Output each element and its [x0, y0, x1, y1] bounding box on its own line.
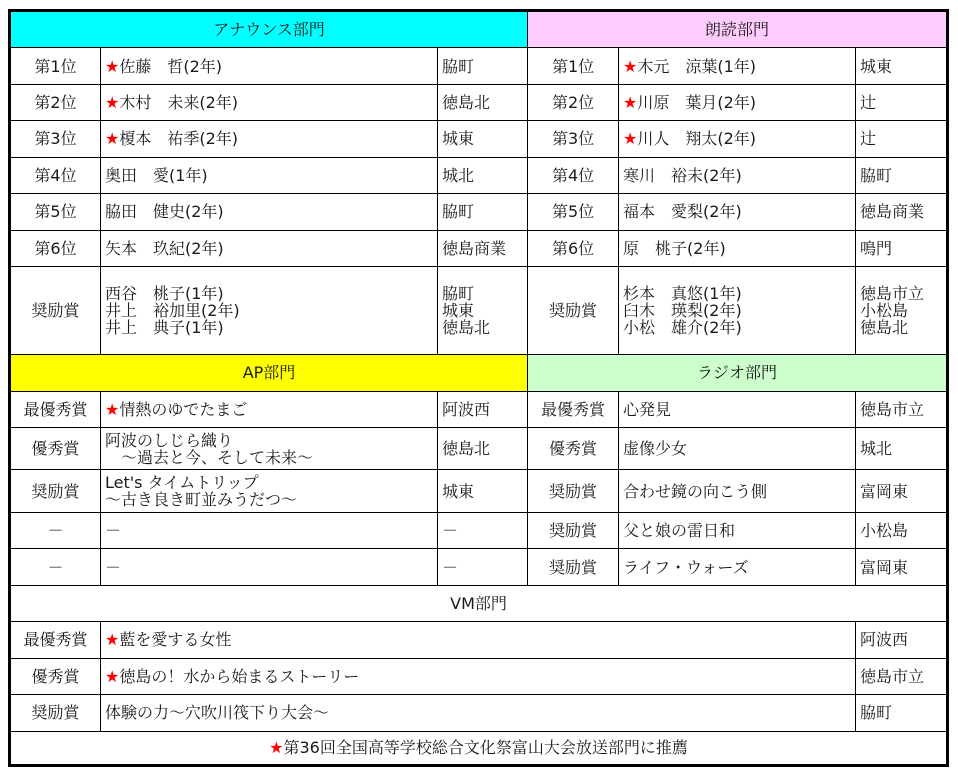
- star-icon: ★: [105, 56, 120, 76]
- reading-encourage-school: 徳島北: [860, 318, 909, 338]
- star-icon: ★: [105, 129, 120, 149]
- announce-name-text: 脇田 健史(2年): [105, 202, 224, 222]
- announce-name: [101, 194, 438, 230]
- announce-name: [101, 84, 438, 120]
- reading-school: 城東: [856, 48, 948, 84]
- vm-title: [101, 695, 856, 731]
- ap-school: －: [438, 512, 528, 548]
- radio-school: 城北: [856, 427, 948, 470]
- announce-rank: 第5位: [10, 194, 101, 230]
- announce-encourage-names: [101, 267, 438, 355]
- radio-section-title: ラジオ部門: [528, 355, 948, 391]
- announce-encourage-name: 井上 裕加里(2年): [105, 301, 240, 321]
- announce-name-text: 奥田 愛(1年): [105, 165, 208, 185]
- ap-radio-row: [10, 470, 948, 513]
- vm-rows: [10, 622, 948, 731]
- ap-title: [101, 470, 438, 513]
- announce-rank: 第2位: [10, 84, 101, 120]
- reading-school: 辻: [856, 84, 948, 120]
- vm-school: 脇町: [856, 695, 948, 731]
- reading-rank: 第3位: [528, 121, 619, 157]
- announce-name: [101, 48, 438, 84]
- star-icon: ★: [269, 738, 284, 758]
- reading-encourage-names: [619, 267, 856, 355]
- star-icon: ★: [105, 93, 120, 113]
- ap-rank: －: [10, 549, 101, 585]
- reading-encourage-name: 杉本 真悠(1年): [623, 284, 742, 304]
- radio-school: 富岡東: [856, 470, 948, 513]
- ap-radio-rows: [10, 391, 948, 585]
- announce-school: 脇町: [438, 194, 528, 230]
- announce-school: 徳島北: [438, 84, 528, 120]
- ap-title-text: 阿波のしじら織り: [105, 430, 234, 450]
- reading-name-text: 福本 愛梨(2年): [623, 202, 742, 222]
- vm-school: 阿波西: [856, 622, 948, 658]
- ranking-row: [10, 230, 948, 266]
- star-icon: ★: [105, 399, 120, 419]
- reading-name-text: 寒川 裕未(2年): [623, 165, 742, 185]
- announce-rank: 第1位: [10, 48, 101, 84]
- reading-rank: 第5位: [528, 194, 619, 230]
- reading-rank: 第6位: [528, 230, 619, 266]
- reading-name: [619, 194, 856, 230]
- ap-rank: 優秀賞: [10, 427, 101, 470]
- reading-encourage-name: 小松 雄介(2年): [623, 318, 742, 338]
- radio-rank: 最優秀賞: [528, 391, 619, 427]
- ap-rank: 最優秀賞: [10, 391, 101, 427]
- reading-encourage-school: 徳島市立: [860, 284, 925, 304]
- reading-encourage-name: 臼木 瑛梨(2年): [623, 301, 742, 321]
- vm-rank: 奨励賞: [10, 695, 101, 731]
- vm-section-title: VM部門: [10, 585, 948, 621]
- reading-rank: 第4位: [528, 157, 619, 193]
- ap-radio-row: [10, 427, 948, 470]
- ap-radio-row: [10, 549, 948, 585]
- announce-encourage-name: 西谷 桃子(1年): [105, 284, 224, 304]
- radio-school: 小松島: [856, 512, 948, 548]
- star-icon: ★: [623, 56, 638, 76]
- announce-name: [101, 121, 438, 157]
- announce-section-title: アナウンス部門: [10, 11, 528, 48]
- announce-name-text: 木村 未来(2年): [119, 93, 239, 113]
- announce-name-text: 榎本 祐季(2年): [119, 129, 239, 149]
- ranking-row: [10, 194, 948, 230]
- radio-title: 心発見: [619, 391, 856, 427]
- ap-title: [101, 549, 438, 585]
- radio-rank: 奨励賞: [528, 549, 619, 585]
- reading-school: 辻: [856, 121, 948, 157]
- reading-name: [619, 157, 856, 193]
- star-icon: ★: [623, 129, 638, 149]
- radio-title: 合わせ鏡の向こう側: [619, 470, 856, 513]
- vm-school: 徳島市立: [856, 658, 948, 694]
- ap-school: 阿波西: [438, 391, 528, 427]
- reading-encourage-rank: 奨励賞: [528, 267, 619, 355]
- reading-name-text: 木元 涼葉(1年): [637, 56, 757, 76]
- announce-encourage-name: 井上 典子(1年): [105, 318, 224, 338]
- ap-title-text: 情熱のゆでたまご: [119, 399, 248, 419]
- ap-title-text: ～古き良き町並みうだつ～: [105, 490, 298, 510]
- reading-encourage-school: 小松島: [860, 301, 909, 321]
- ranking-row: [10, 48, 948, 84]
- announce-encourage-school: 徳島北: [442, 318, 491, 338]
- reading-school: 脇町: [856, 157, 948, 193]
- radio-rank: 奨励賞: [528, 470, 619, 513]
- reading-school: 徳島商業: [856, 194, 948, 230]
- reading-rank: 第1位: [528, 48, 619, 84]
- vm-title: [101, 622, 856, 658]
- vm-row: [10, 658, 948, 694]
- announce-name-text: 矢本 玖紀(2年): [105, 238, 224, 258]
- reading-rank: 第2位: [528, 84, 619, 120]
- announce-encourage-school: 城東: [442, 301, 475, 321]
- results-table: [8, 9, 949, 767]
- vm-title-text: 藍を愛する女性: [119, 630, 232, 650]
- announce-school: 城北: [438, 157, 528, 193]
- ap-school: －: [438, 549, 528, 585]
- star-icon: ★: [623, 93, 638, 113]
- vm-title-text: 体験の力～穴吹川筏下り大会～: [105, 703, 330, 723]
- vm-row: [10, 695, 948, 731]
- reading-name: [619, 230, 856, 266]
- announce-name-text: 佐藤 哲(2年): [119, 56, 223, 76]
- vm-rank: 最優秀賞: [10, 622, 101, 658]
- ranking-row: [10, 121, 948, 157]
- announce-rank: 第6位: [10, 230, 101, 266]
- vm-title-text: 徳島の！水から始まるストーリー: [119, 666, 360, 686]
- ap-radio-row: [10, 512, 948, 548]
- radio-title: ライフ・ウォーズ: [619, 549, 856, 585]
- vm-rank: 優秀賞: [10, 658, 101, 694]
- radio-rank: 奨励賞: [528, 512, 619, 548]
- reading-name: [619, 121, 856, 157]
- ap-rank: 奨励賞: [10, 470, 101, 513]
- ap-title: [101, 512, 438, 548]
- ap-section-title: AP部門: [10, 355, 528, 391]
- reading-name-text: 川原 葉月(2年): [637, 93, 757, 113]
- radio-title: 父と娘の雷日和: [619, 512, 856, 548]
- radio-school: 富岡東: [856, 549, 948, 585]
- footer-text: 第36回全国高等学校総合文化祭富山大会放送部門に推薦: [283, 738, 688, 758]
- ranking-rows: [10, 48, 948, 267]
- footer-note: [10, 731, 948, 765]
- vm-title: [101, 658, 856, 694]
- announce-school: 脇町: [438, 48, 528, 84]
- radio-title: 虚像少女: [619, 427, 856, 470]
- ap-title-text: －: [105, 557, 122, 577]
- reading-name: [619, 48, 856, 84]
- announce-encourage-schools: [438, 267, 528, 355]
- ap-radio-row: [10, 391, 948, 427]
- ap-title-text: －: [105, 521, 122, 541]
- ranking-row: [10, 157, 948, 193]
- ap-title-text: ～過去と今、そして未来～: [105, 447, 314, 467]
- reading-name: [619, 84, 856, 120]
- ap-school: 城東: [438, 470, 528, 513]
- reading-encourage-schools: [856, 267, 948, 355]
- announce-rank: 第3位: [10, 121, 101, 157]
- reading-school: 鳴門: [856, 230, 948, 266]
- ap-rank: －: [10, 512, 101, 548]
- ap-title-text: Let's タイムトリップ: [105, 473, 259, 493]
- star-icon: ★: [105, 630, 120, 650]
- announce-encourage-rank: 奨励賞: [10, 267, 101, 355]
- ap-title: [101, 391, 438, 427]
- encouragement-row: [10, 267, 948, 355]
- reading-section-title: 朗読部門: [528, 11, 948, 48]
- announce-school: 徳島商業: [438, 230, 528, 266]
- reading-name-text: 川人 翔太(2年): [637, 129, 757, 149]
- ranking-row: [10, 84, 948, 120]
- star-icon: ★: [105, 666, 120, 686]
- ap-school: 徳島北: [438, 427, 528, 470]
- ap-title: [101, 427, 438, 470]
- announce-name: [101, 230, 438, 266]
- announce-encourage-school: 脇町: [442, 284, 475, 304]
- vm-row: [10, 622, 948, 658]
- announce-school: 城東: [438, 121, 528, 157]
- radio-rank: 優秀賞: [528, 427, 619, 470]
- announce-name: [101, 157, 438, 193]
- announce-rank: 第4位: [10, 157, 101, 193]
- radio-school: 徳島市立: [856, 391, 948, 427]
- reading-name-text: 原 桃子(2年): [623, 238, 726, 258]
